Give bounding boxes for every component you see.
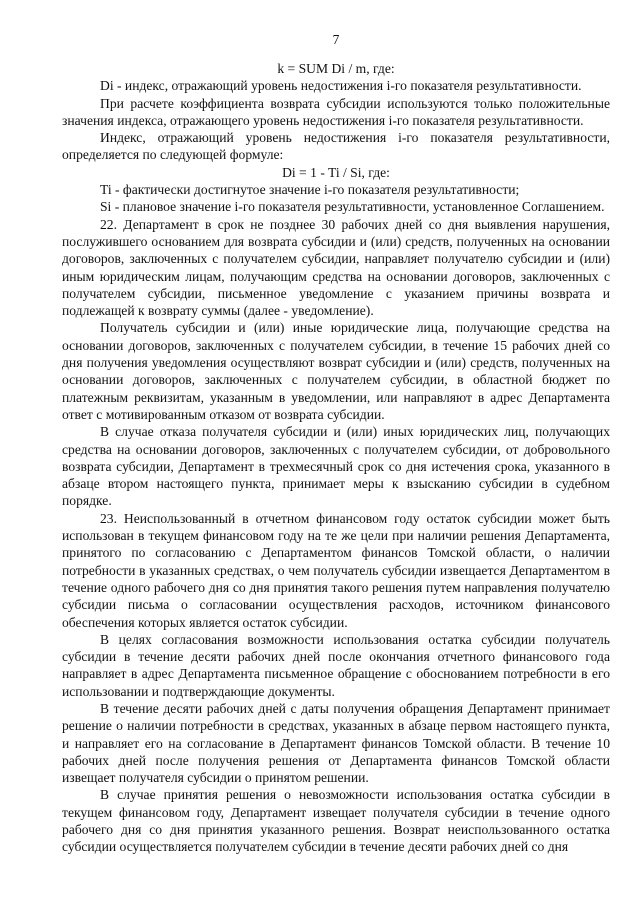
paragraph-23-impossible: В случае принятия решения о невозможности использования остатка субсидии в текущем финансовом году, Департамент извещает получателя субсидии в течение одного рабочего дня со дня принятия указанного решения. Возврат неиспользованного остатка субсидии осуществляется получателем субсидии в течение десяти рабочих дней со дня bbox=[62, 787, 610, 855]
paragraph-23-request: В целях согласования возможности использования остатка субсидии получатель субсидии в течение десяти рабочих дней после окончания отчетного финансового года направляет в адрес Департамента письменное обращение с обоснованием потребности в его использовании и подтверждающие документы. bbox=[62, 631, 610, 699]
paragraph-index-formula-intro: Индекс, отражающий уровень недостижения i-го показателя результативности, определяется по следующей формуле: bbox=[62, 130, 610, 163]
paragraph-positive-values: При расчете коэффициента возврата субсидии используются только положительные значения индекса, отражающего уровень недостижения i-го показателя результативности. bbox=[62, 95, 610, 128]
paragraph-di-definition: Di - индекс, отражающий уровень недостижения i-го показателя результативности. bbox=[100, 78, 582, 94]
paragraph-23: 23. Неиспользованный в отчетном финансовом году остаток субсидии может быть использован в текущем финансовом году на те же цели при наличии решения Департамента, принятого по согласованию с Департаментом финансов Томской области, о наличии потребности в указанных средствах, о чем получатель субсидии извещается Департаментом в течение одного рабочего дня со дня принятия такого решения путем направления получателю субсидии письма о согласовании осуществления расходов, источником финансового обеспечения которых является остаток субсидии. bbox=[62, 510, 610, 630]
paragraph-23-decision: В течение десяти рабочих дней с даты получения обращения Департамент принимает решение о наличии потребности в средствах, указанных в абзаце первом настоящего пункта, и направляет его на согласование в Департамент финансов Томской области. В течение 10 рабочих дней после получения решения от Департамента финансов Томской области извещает получателя субсидии о принятом решении. bbox=[62, 700, 610, 786]
paragraph-22-refusal: В случае отказа получателя субсидии и (или) иных юридических лиц, получающих средства на основании договоров, заключенных с получателем субсидии, от добровольного возврата субсидии, Департамент в трехмесячный срок со дня истечения срока, указанного в абзаце втором настоящего пункта, принимает меры к взысканию субсидии в судебном порядке. bbox=[62, 424, 610, 509]
formula-di: Di = 1 - Ti / Si, где: bbox=[282, 164, 390, 180]
paragraph-22: 22. Департамент в срок не позднее 30 рабочих дней со дня выявления нарушения, послужившего основанием для возврата субсидии и (или) средств, полученных на основании договоров, заключенных с получателем субсидии, направляет получателю субсидии и (или) иным юридическим лицам, получающим средства на основании договоров, заключенных с получателем субсидии, письменное уведомление с указанием причины возврата и подлежащей к возврату суммы (далее - уведомление). bbox=[62, 216, 610, 319]
formula-k: k = SUM Di / m, где: bbox=[277, 61, 395, 76]
paragraph-22-return: Получатель субсидии и (или) иные юридические лица, получающие средства на основании договоров, заключенных с получателем субсидии, в течение 15 рабочих дней со дня получения уведомления осуществляют возврат субсидии и (или) средств, полученных на основании договоров, заключенных с получателем субсидии, в областной бюджет по платежным реквизитам, указанным в уведомлении, или направляют в адрес Департамента ответ с мотивированным отказом от возврата субсидии. bbox=[62, 320, 610, 422]
page-number: 7 bbox=[332, 32, 340, 47]
paragraph-ti-definition: Ti - фактически достигнутое значение i-го показателя результативности; bbox=[100, 182, 520, 198]
paragraph-si-definition: Si - плановое значение i-го показателя результативности, установленное Соглашением. bbox=[100, 199, 605, 215]
